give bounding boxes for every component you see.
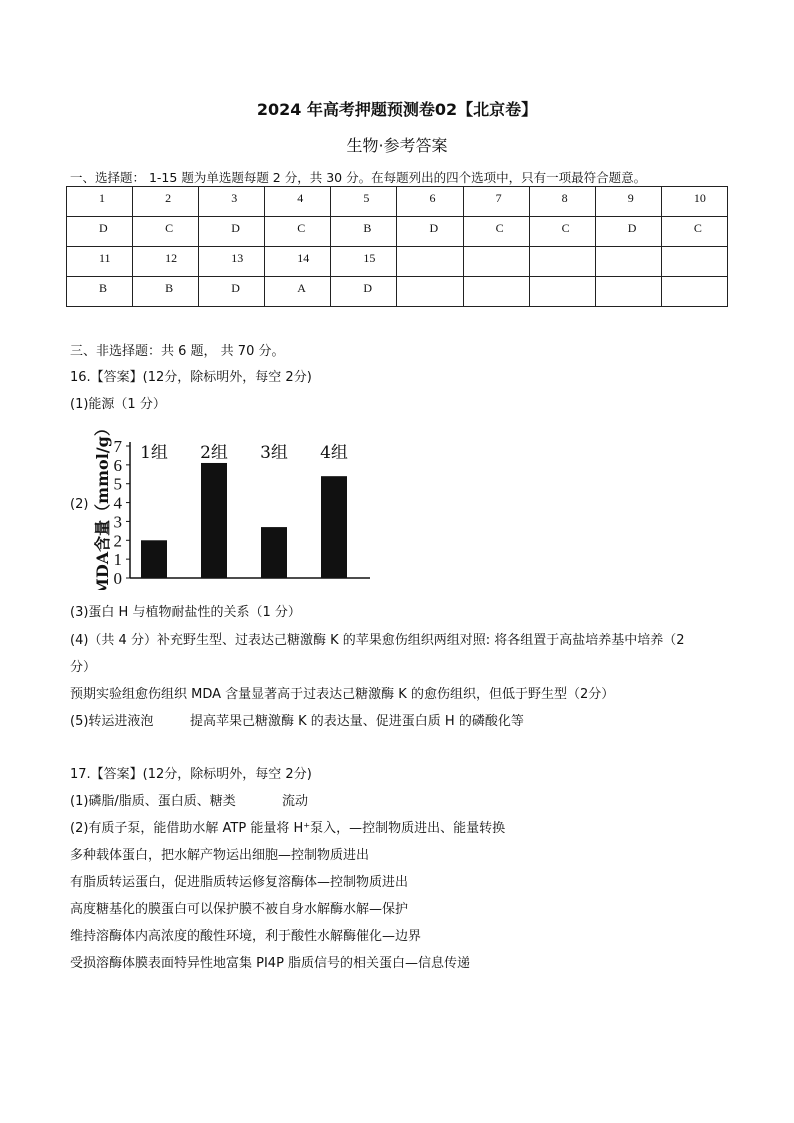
table-cell: C (265, 217, 331, 247)
table-cell: B (331, 217, 397, 247)
bar (321, 476, 347, 578)
table-cell: C (133, 217, 199, 247)
table-cell: 5 (331, 187, 397, 217)
table-cell: 15 (331, 247, 397, 277)
table-row (67, 187, 728, 217)
table-cell: D (67, 217, 133, 247)
table-cell (595, 277, 661, 307)
y-tick-label: 7 (113, 437, 122, 456)
table-cell (595, 247, 661, 277)
table-cell: 8 (529, 187, 595, 217)
table-cell (397, 247, 463, 277)
section1-heading: 一、选择题： 1-15 题为单选题每题 2 分，共 30 分。在每题列出的四个选项中，只有一项最符合题意。 (70, 170, 647, 185)
table-cell: D (199, 217, 265, 247)
q16-answer-2-label: (2) (70, 497, 89, 512)
mda-bar-chart (88, 418, 388, 590)
table-cell: 4 (265, 187, 331, 217)
table-cell: 14 (265, 247, 331, 277)
table-row (67, 277, 728, 307)
table-cell: C (529, 217, 595, 247)
table-cell (529, 277, 595, 307)
q16-answer-5-part2: 提高苹果己糖激酶 K 的表达量、促进蛋白质 H 的磷酸化等 (190, 714, 524, 729)
table-cell: 12 (133, 247, 199, 277)
table-cell: B (67, 277, 133, 307)
category-label: 3组 (260, 443, 288, 463)
table-cell (661, 277, 727, 307)
q17-answer-1-part2: 流动 (282, 794, 309, 809)
q16-answer-5-part1: (5)转运进液泡 (70, 714, 154, 729)
table-cell: 11 (67, 247, 133, 277)
answer-table (66, 186, 728, 307)
category-label: 1组 (140, 443, 168, 463)
table-cell: 1 (67, 187, 133, 217)
chart-svg (88, 418, 388, 590)
q16-answer-4-line2: 分） (70, 660, 97, 675)
table-cell (529, 247, 595, 277)
q16-answer-3: (3)蛋白 H 与植物耐盐性的关系（1 分） (70, 605, 301, 620)
bar (201, 463, 227, 578)
q16-answer-4-line3: 预期实验组愈伤组织 MDA 含量显著高于过表达己糖激酶 K 的愈伤组织，但低于野生型（2分） (70, 687, 615, 702)
y-tick-label: 2 (113, 531, 122, 551)
table-cell (397, 277, 463, 307)
table-cell: A (265, 277, 331, 307)
q16-answer-1: (1)能源（1 分） (70, 397, 166, 412)
y-tick-label: 4 (113, 493, 122, 513)
table-row (67, 217, 728, 247)
page-title: 2024 年高考押题预测卷02【北京卷】 (256, 100, 538, 119)
q17-answer-2-line5: 维持溶酶体内高浓度的酸性环境，利于酸性水解酶催化—边界 (70, 929, 422, 944)
table-cell: D (397, 217, 463, 247)
table-cell: C (661, 217, 727, 247)
q16-answer-4-line1: (4)（共 4 分）补充野生型、过表达己糖激酶 K 的苹果愈伤组织两组对照: 将各组置于高盐培养基中培养（2 (70, 633, 685, 648)
section3-heading: 三、非选择题：共 6 题， 共 70 分。 (70, 344, 285, 359)
category-label: 2组 (200, 443, 228, 463)
y-tick-label: 5 (113, 474, 122, 494)
table-cell: 2 (133, 187, 199, 217)
table-cell: 9 (595, 187, 661, 217)
table-cell (463, 277, 529, 307)
table-cell: 6 (397, 187, 463, 217)
table-cell: D (331, 277, 397, 307)
table-cell: 13 (199, 247, 265, 277)
table-cell: D (595, 217, 661, 247)
table-cell: C (463, 217, 529, 247)
category-label: 4组 (320, 443, 348, 463)
table-cell: B (133, 277, 199, 307)
q17-answer-2-line4: 高度糖基化的膜蛋白可以保护膜不被自身水解酶水解—保护 (70, 902, 409, 917)
q17-answer-2-line3: 有脂质转运蛋白，促进脂质转运修复溶酶体—控制物质进出 (70, 875, 409, 890)
table-row (67, 247, 728, 277)
table-cell (661, 247, 727, 277)
table-cell: 7 (463, 187, 529, 217)
y-tick-label: 3 (113, 512, 122, 532)
q17-answer-2-line1: (2)有质子泵，能借助水解 ATP 能量将 H⁺泵入，—控制物质进出、能量转换 (70, 821, 506, 836)
bar (261, 527, 287, 578)
table-cell: 10 (661, 187, 727, 217)
q17-answer-2-line2: 多种载体蛋白，把水解产物运出细胞—控制物质进出 (70, 848, 370, 863)
q17-answer-1-part1: (1)磷脂/脂质、蛋白质、糖类 (70, 794, 236, 809)
table-cell (463, 247, 529, 277)
table-cell: 3 (199, 187, 265, 217)
y-axis-label: MDA含量（mmol/g） (93, 420, 112, 590)
bar (141, 540, 167, 578)
table-cell: D (199, 277, 265, 307)
y-tick-label: 6 (113, 455, 122, 475)
q17-header: 17.【答案】(12分，除标明外，每空 2分) (70, 767, 312, 782)
q16-header: 16.【答案】(12分，除标明外，每空 2分) (70, 370, 312, 385)
q17-answer-2-line6: 受损溶酶体膜表面特异性地富集 PI4P 脂质信号的相关蛋白—信息传递 (70, 956, 471, 971)
page-subtitle: 生物·参考答案 (346, 136, 448, 155)
y-tick-label: 1 (113, 550, 122, 570)
y-tick-label: 0 (113, 569, 122, 588)
